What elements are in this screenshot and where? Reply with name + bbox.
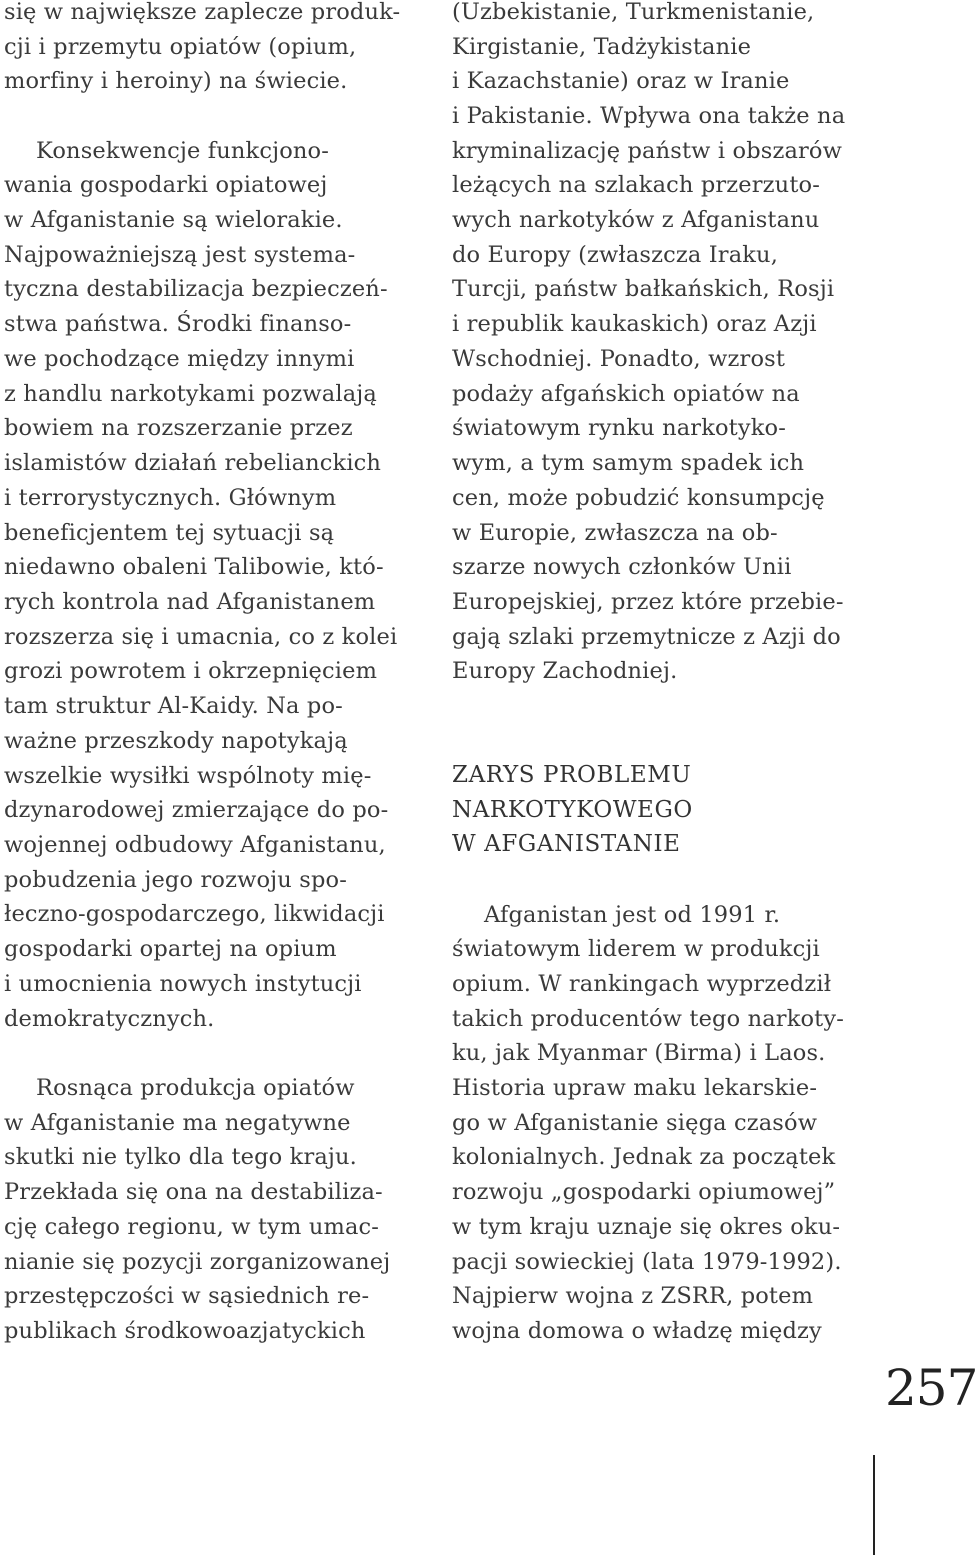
text-line: Przekłada się ona na destabiliza- <box>4 1179 383 1205</box>
text-line: wszelkie wysiłki wspólnoty mię- <box>4 763 372 789</box>
text-line: w Europie, zwłaszcza na ob- <box>452 520 778 546</box>
text-line: się w największe zaplecze produk- <box>4 0 401 25</box>
text-line: wojennej odbudowy Afganistanu, <box>4 832 386 858</box>
text-line: rozwoju „gospodarki opiumowej” <box>452 1179 836 1205</box>
text-line: (Uzbekistanie, Turkmenistanie, <box>452 0 815 25</box>
text-line: pacji sowieckiej (lata 1979-1992). <box>452 1249 842 1275</box>
text-line: kolonialnych. Jednak za początek <box>452 1144 836 1170</box>
text-line: kryminalizację państw i obszarów <box>452 138 843 164</box>
text-line: pobudzenia jego rozwoju spo- <box>4 867 347 893</box>
text-line: Najpoważniejszą jest systema- <box>4 242 356 268</box>
text-line: Europejskiej, przez które przebie- <box>452 589 844 615</box>
text-line: Wschodniej. Ponadto, wzrost <box>452 346 786 372</box>
text-line: grozi powrotem i okrzepnięciem <box>4 658 378 684</box>
text-line: wojna domowa o władzę między <box>452 1318 822 1344</box>
text-line: nianie się pozycji zorganizowanej <box>4 1249 391 1275</box>
text-line: Najpierw wojna z ZSRR, potem <box>452 1283 814 1309</box>
text-line: go w Afganistanie sięga czasów <box>452 1110 818 1136</box>
text-line: podaży afgańskich opiatów na <box>452 381 800 407</box>
text-line: ku, jak Myanmar (Birma) i Laos. <box>452 1040 826 1066</box>
text-line: dzynarodowej zmierzające do po- <box>4 797 389 823</box>
text-line: z handlu narkotykami pozwalają <box>4 381 377 407</box>
text-line: światowym rynku narkotyko- <box>452 415 786 441</box>
text-line: wania gospodarki opiatowej <box>4 172 328 198</box>
text-line: w Afganistanie są wielorakie. <box>4 207 343 233</box>
text-line: Afganistan jest od 1991 r. <box>484 902 781 928</box>
text-line: Kirgistanie, Tadżykistanie <box>452 34 752 60</box>
text-line: tam struktur Al-Kaidy. Na po- <box>4 693 343 719</box>
text-line: wych narkotyków z Afganistanu <box>452 207 820 233</box>
text-line: publikach środkowoazjatyckich <box>4 1318 366 1344</box>
heading-line: ZARYS PROBLEMU <box>452 762 692 788</box>
text-line: do Europy (zwłaszcza Iraku, <box>452 242 778 268</box>
text-line: przestępczości w sąsiednich re- <box>4 1283 370 1309</box>
heading-line: NARKOTYKOWEGO <box>452 797 693 823</box>
text-line: Rosnąca produkcja opiatów <box>36 1075 355 1101</box>
text-line: cen, może pobudzić konsumpcję <box>452 485 825 511</box>
text-line: cję całego regionu, w tym umac- <box>4 1214 380 1240</box>
text-line: islamistów działań rebelianckich <box>4 450 382 476</box>
text-line: wym, a tym samym spadek ich <box>452 450 805 476</box>
text-line: bowiem na rozszerzanie przez <box>4 415 353 441</box>
heading-line: W AFGANISTANIE <box>452 831 681 857</box>
text-line: łeczno-gospodarczego, likwidacji <box>4 901 385 927</box>
text-line: gają szlaki przemytnicze z Azji do <box>452 624 841 650</box>
text-line: ważne przeszkody napotykają <box>4 728 348 754</box>
text-line: leżących na szlakach przerzuto- <box>452 172 820 198</box>
text-line: opium. W rankingach wyprzedził <box>452 971 832 997</box>
text-line: Europy Zachodniej. <box>452 658 678 684</box>
text-line: i terrorystycznych. Głównym <box>4 485 337 511</box>
text-line: tyczna destabilizacja bezpieczeń- <box>4 276 388 302</box>
text-line: w Afganistanie ma negatywne <box>4 1110 351 1136</box>
text-line: i Kazachstanie) oraz w Iranie <box>452 68 790 94</box>
text-line: niedawno obaleni Talibowie, któ- <box>4 554 384 580</box>
text-line: i republik kaukaskich) oraz Azji <box>452 311 817 337</box>
text-line: szarze nowych członków Unii <box>452 554 792 580</box>
text-line: beneficjentem tej sytuacji są <box>4 520 335 546</box>
text-line: cji i przemytu opiatów (opium, <box>4 34 357 60</box>
text-line: demokratycznych. <box>4 1006 215 1032</box>
text-line: rych kontrola nad Afganistanem <box>4 589 376 615</box>
text-line: morfiny i heroiny) na świecie. <box>4 68 348 94</box>
text-line: gospodarki opartej na opium <box>4 936 337 962</box>
text-line: rozszerza się i umacnia, co z kolei <box>4 624 398 650</box>
text-line: i Pakistanie. Wpływa ona także na <box>452 103 846 129</box>
text-line: i umocnienia nowych instytucji <box>4 971 362 997</box>
text-line: stwa państwa. Środki finanso- <box>4 311 352 337</box>
page-number: 257 <box>885 1359 977 1417</box>
text-line: we pochodzące między innymi <box>4 346 355 372</box>
text-line: Historia upraw maku lekarskie- <box>452 1075 818 1101</box>
page-rule-divider <box>873 1455 875 1555</box>
text-line: światowym liderem w produkcji <box>452 936 820 962</box>
text-line: w tym kraju uznaje się okres oku- <box>452 1214 841 1240</box>
text-line: Konsekwencje funkcjono- <box>36 138 330 164</box>
text-line: takich producentów tego narkoty- <box>452 1006 844 1032</box>
text-line: Turcji, państw bałkańskich, Rosji <box>452 276 835 302</box>
text-line: skutki nie tylko dla tego kraju. <box>4 1144 357 1170</box>
